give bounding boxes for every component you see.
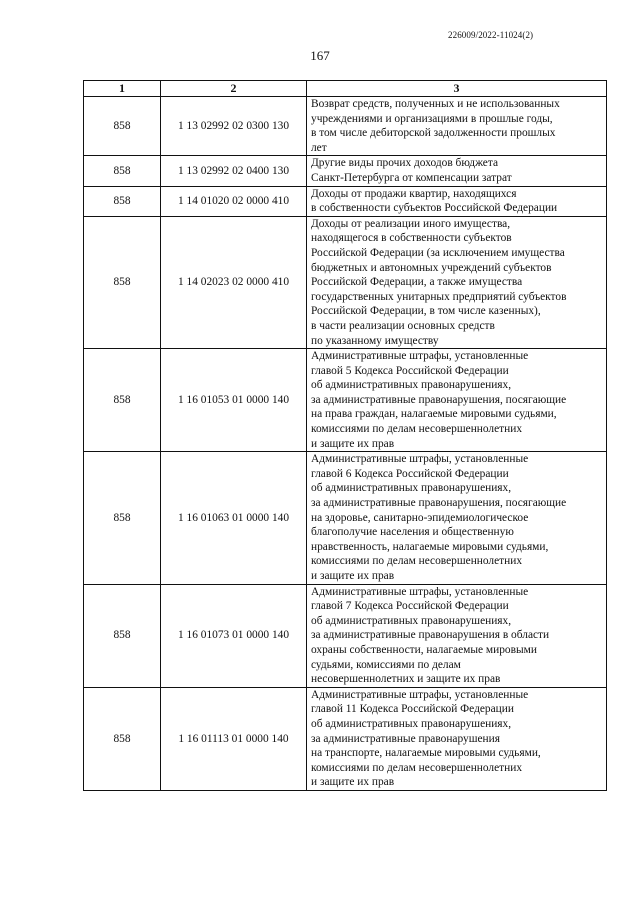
admin-code-cell: 858 — [84, 186, 161, 216]
admin-code-cell: 858 — [84, 584, 161, 687]
column-header-2: 2 — [161, 81, 307, 97]
table-row — [84, 584, 607, 687]
admin-code-cell: 858 — [84, 97, 161, 156]
kbk-code-cell: 1 16 01053 01 0000 140 — [161, 349, 307, 452]
kbk-code-cell: 1 13 02992 02 0400 130 — [161, 156, 307, 186]
description-cell: Другие виды прочих доходов бюджета Санкт-Петербурга от компенсации затрат — [307, 156, 607, 186]
description-cell: Административные штрафы, установленные главой 5 Кодекса Российской Федерации об административных правонарушениях, за административные правонарушения, посягающие на права граждан, налагаемые мировыми судьями, комиссиями по делам несовершеннолетних и защите их прав — [307, 349, 607, 452]
description-cell: Административные штрафы, установленные главой 6 Кодекса Российской Федерации об административных правонарушениях, за административные правонарушения, посягающие на здоровье, санитарно-эпидемиологическое благополучие населения и общественную нравственность, налагаемые мировыми судьями, комиссиями по делам несовершеннолетних и защите их прав — [307, 452, 607, 584]
table-row — [84, 156, 607, 186]
table-header-row — [84, 81, 607, 97]
admin-code-cell: 858 — [84, 349, 161, 452]
description-cell: Доходы от продажи квартир, находящихся в собственности субъектов Российской Федерации — [307, 186, 607, 216]
document-id: 226009/2022-11024(2) — [448, 30, 534, 40]
table-row — [84, 687, 607, 790]
admin-code-cell: 858 — [84, 156, 161, 186]
kbk-code-cell: 1 14 02023 02 0000 410 — [161, 216, 307, 348]
kbk-code-cell: 1 16 01073 01 0000 140 — [161, 584, 307, 687]
kbk-code-cell: 1 16 01113 01 0000 140 — [161, 687, 307, 790]
table-row — [84, 349, 607, 452]
table-row — [84, 186, 607, 216]
table-row — [84, 97, 607, 156]
kbk-code-cell: 1 13 02992 02 0300 130 — [161, 97, 307, 156]
admin-code-cell: 858 — [84, 687, 161, 790]
column-header-1: 1 — [84, 81, 161, 97]
page-number: 167 — [310, 48, 330, 63]
admin-code-cell: 858 — [84, 452, 161, 584]
table-row — [84, 216, 607, 348]
kbk-code-cell: 1 14 01020 02 0000 410 — [161, 186, 307, 216]
revenue-codes-table — [83, 80, 607, 791]
description-cell: Административные штрафы, установленные главой 7 Кодекса Российской Федерации об административных правонарушениях, за административные правонарушения в области охраны собственности, налагаемые мировыми судьями, комиссиями по делам несовершеннолетних и защите их прав — [307, 584, 607, 687]
description-cell: Возврат средств, полученных и не использованных учреждениями и организациями в прошлые годы, в том числе дебиторской задолженности прошлых лет — [307, 97, 607, 156]
admin-code-cell: 858 — [84, 216, 161, 348]
description-cell: Административные штрафы, установленные главой 11 Кодекса Российской Федерации об административных правонарушениях, за административные правонарушения на транспорте, налагаемые мировыми судьями, комиссиями по делам несовершеннолетних и защите их прав — [307, 687, 607, 790]
kbk-code-cell: 1 16 01063 01 0000 140 — [161, 452, 307, 584]
description-cell: Доходы от реализации иного имущества, находящегося в собственности субъектов Российской Федерации (за исключением имущества бюджетных и автономных учреждений субъектов Российской Федерации, а также имущества государственных унитарных предприятий субъектов Российской Федерации, в том числе казенных), в части реализации основных средств по указанному имуществу — [307, 216, 607, 348]
column-header-3: 3 — [307, 81, 607, 97]
table-row — [84, 452, 607, 584]
